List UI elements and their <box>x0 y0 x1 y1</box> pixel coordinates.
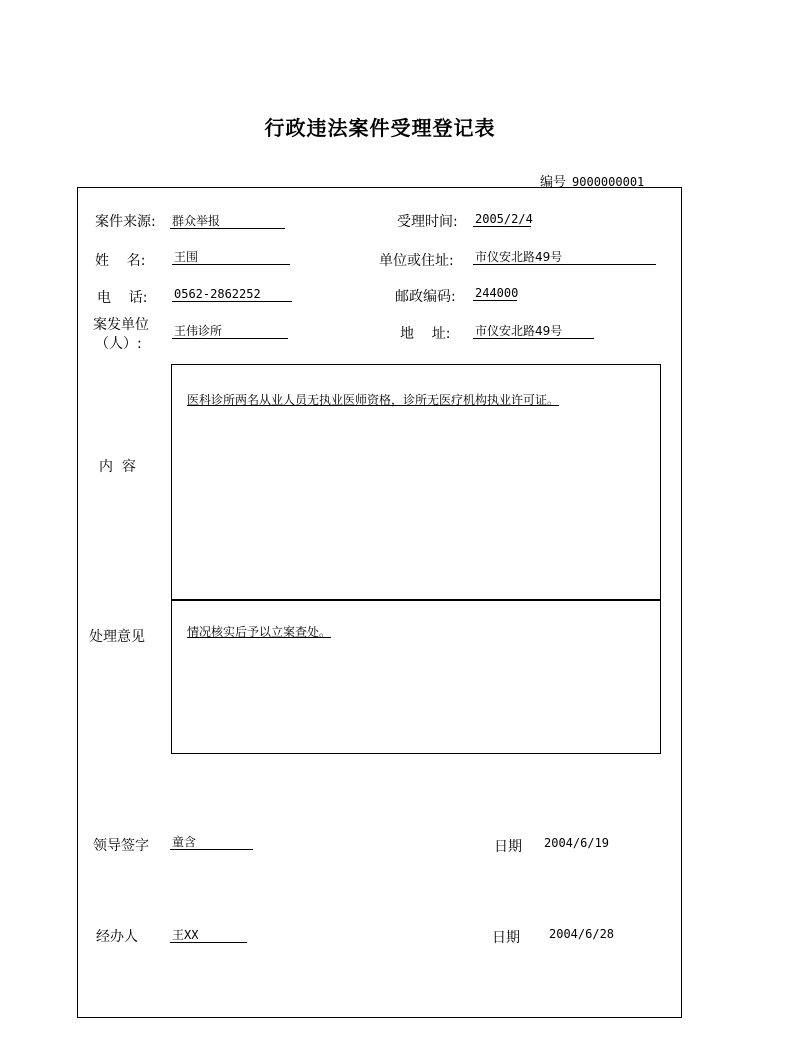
serial-value: 9000000001 <box>572 175 645 189</box>
case-unit-value: 王伟诊所 <box>172 323 288 339</box>
form-title: 行政违法案件受理登记表 <box>264 116 496 140</box>
opinion-text: 情况核实后予以立案查处。 <box>187 625 332 639</box>
postcode-value: 244000 <box>475 286 519 300</box>
postcode-label: 邮政编码: <box>395 289 456 305</box>
handler-value: 王XX <box>170 927 247 943</box>
handler-date-label: 日期 <box>492 930 520 946</box>
handler-label: 经办人 <box>96 929 138 945</box>
case-unit-label-line2: （人）: <box>95 336 142 352</box>
address-value: 市仪安北路49号 <box>473 323 594 339</box>
unit-address-label: 单位或住址: <box>379 253 454 269</box>
phone-value: 0562-2862252 <box>172 286 292 302</box>
content-label: 内 容 <box>99 459 136 475</box>
case-unit-label-line1: 案发单位 <box>93 317 149 333</box>
leader-date-label: 日期 <box>494 839 522 855</box>
opinion-label: 处理意见 <box>89 629 145 645</box>
source-value: 群众举报 <box>170 213 285 229</box>
accept-time-value: 2005/2/4 <box>475 212 533 226</box>
name-value: 王围 <box>172 249 290 265</box>
serial-label: 编号 <box>540 175 567 190</box>
content-text: 医科诊所两名从业人员无执业医师资格，诊所无医疗机构执业许可证。 <box>187 393 560 407</box>
source-label: 案件来源: <box>95 214 156 230</box>
phone-label: 电 话: <box>97 290 148 306</box>
name-label: 姓 名: <box>95 253 146 269</box>
unit-address-value: 市仪安北路49号 <box>473 249 656 265</box>
leader-label: 领导签字 <box>93 838 149 854</box>
leader-value: 童含 <box>170 834 253 850</box>
accept-time-label: 受理时间: <box>397 214 458 230</box>
address-label: 地 址: <box>400 326 451 342</box>
leader-date: 2004/6/19 <box>544 836 610 850</box>
handler-date: 2004/6/28 <box>549 927 615 941</box>
